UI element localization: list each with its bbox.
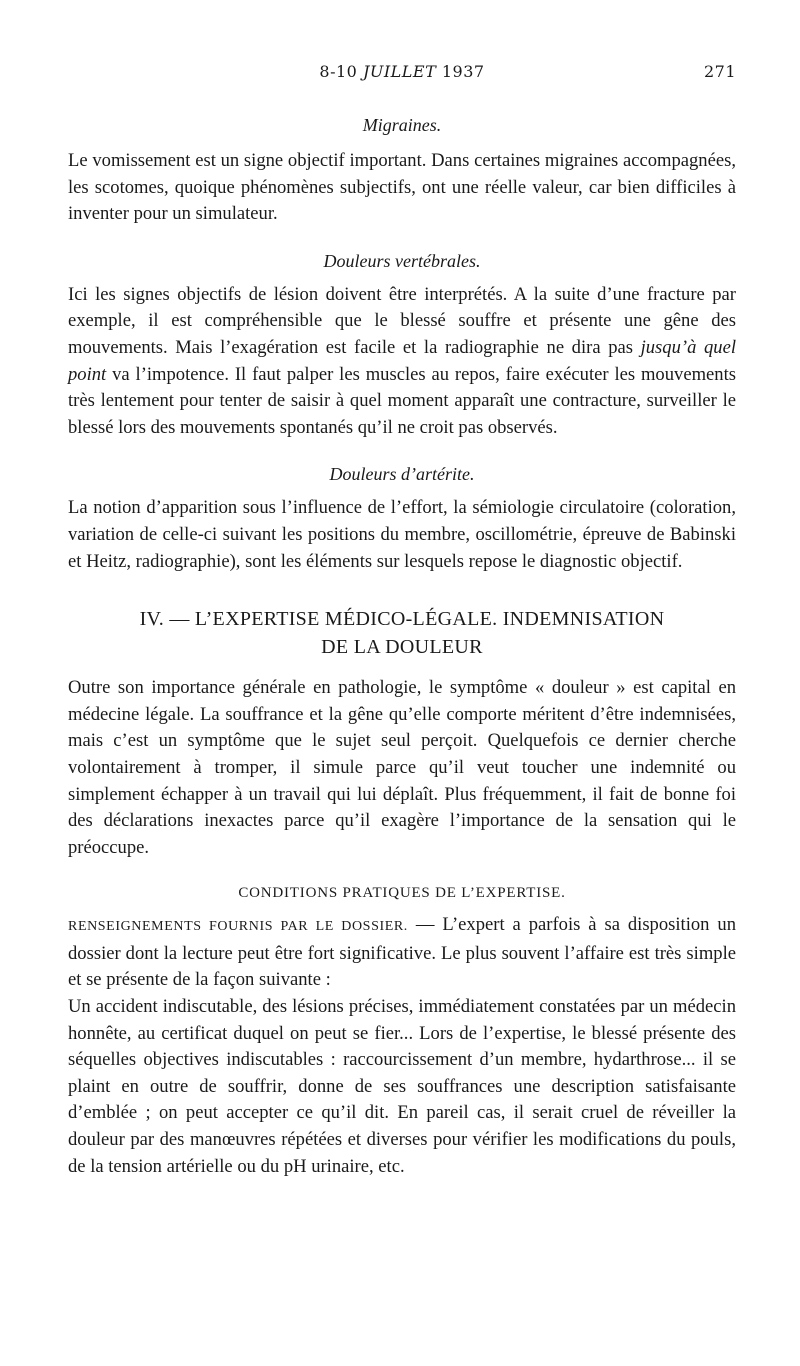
text-segment: — L’expert a parfois à sa disposition un dossier dont la lecture peut être fort significative. Le plus souvent l’affaire est très simple et se présente de la façon suivante : (68, 914, 736, 991)
date-year: 1937 (441, 62, 485, 81)
heading-conditions-pratiques: CONDITIONS PRATIQUES DE L’EXPERTISE. (238, 885, 566, 902)
chapter-heading-line1: IV. — L’EXPERTISE MÉDICO-LÉGALE. INDEMNISATION (139, 608, 665, 631)
text-segment: va l’impotence. Il faut palper les muscles au repos, faire exécuter les mouvements très lentement pour tenter de saisir à quel moment apparaît une contracture, surveiller le blessé lors des mouvements spontanés qu’il ne croit pas observés. (68, 363, 736, 438)
paragraph-douleurs-vertebrales (68, 282, 736, 442)
lead-in-renseignements: RENSEIGNEMENTS FOURNIS PAR LE DOSSIER. (68, 919, 408, 935)
running-head-date (68, 62, 736, 81)
chapter-heading-line2: DE LA DOULEUR (321, 636, 483, 659)
paragraph-migraines: Le vomissement est un signe objectif important. Dans certaines migraines accompagnées, les scotomes, quoique phénomènes subjectifs, ont une réelle valeur, car bien difficiles à inventer pour un simulateur. (68, 150, 736, 225)
page-number: 271 (703, 62, 736, 81)
text-segment: Ici les signes objectifs de lésion doivent être interprétés. A la suite d’une fracture par exemple, il est compréhensible que le blessé souffre et présente une gêne des mouvements. Mais l’exagération est facile et la radiographie ne dira pas (68, 283, 736, 358)
heading-migraines: Migraines. (362, 115, 442, 135)
paragraph-accident: Un accident indiscutable, des lésions précises, immédiatement constatées par un médecin honnête, au certificat duquel on peut se fier... Lors de l’expertise, le blessé présente des séquelles objectives indiscutables : raccourcissement d’un membre, hydarthrose... il se plaint en outre de souffrir, donne de ses souffrances une description satisfaisante d’emblée ; on peut accepter ce qu’il dit. En pareil cas, il serait cruel de réveiller la douleur par des manœuvres répétées et diverses pour vérifier les modifications du pouls, de la tension artérielle ou du pH urinaire, etc. (68, 996, 736, 1177)
italic-phrase: jusqu’à quel point (68, 336, 736, 385)
document-page (68, 58, 736, 1180)
running-head (68, 58, 736, 84)
heading-douleurs-vertebrales: Douleurs vertébrales. (323, 250, 481, 271)
heading-douleurs-arterite: Douleurs d’artérite. (329, 464, 475, 485)
paragraph-douleurs-arterite: La notion d’apparition sous l’influence de l’effort, la sémiologie circulatoire (coloration, variation de celle-ci suivant les positions du membre, oscillométrie, épreuve de Babinski et Heitz, radiographie), sont les éléments sur lesquels repose le diagnostic objectif. (68, 497, 736, 572)
paragraph-chapter-iv: Outre son importance générale en pathologie, le symptôme « douleur » est capital en médecine légale. La souffrance et la gêne qu’elle comporte méritent d’être indemnisées, mais c’est un symptôme que le sujet seul perçoit. Quelquefois ce dernier cherche volontairement à tromper, il simule parce qu’il veut toucher une indemnité ou simplement échapper à un travail qui lui déplaît. Plus fréquemment, il fait de bonne foi des déclarations inexactes parce qu’il exagère l’importance de la sensation qui le préoccupe. (68, 677, 736, 858)
date-day: 8-10 (319, 62, 358, 81)
chapter-heading (68, 605, 736, 661)
date-month: JUILLET (362, 62, 437, 81)
paragraph-renseignements (68, 912, 736, 994)
